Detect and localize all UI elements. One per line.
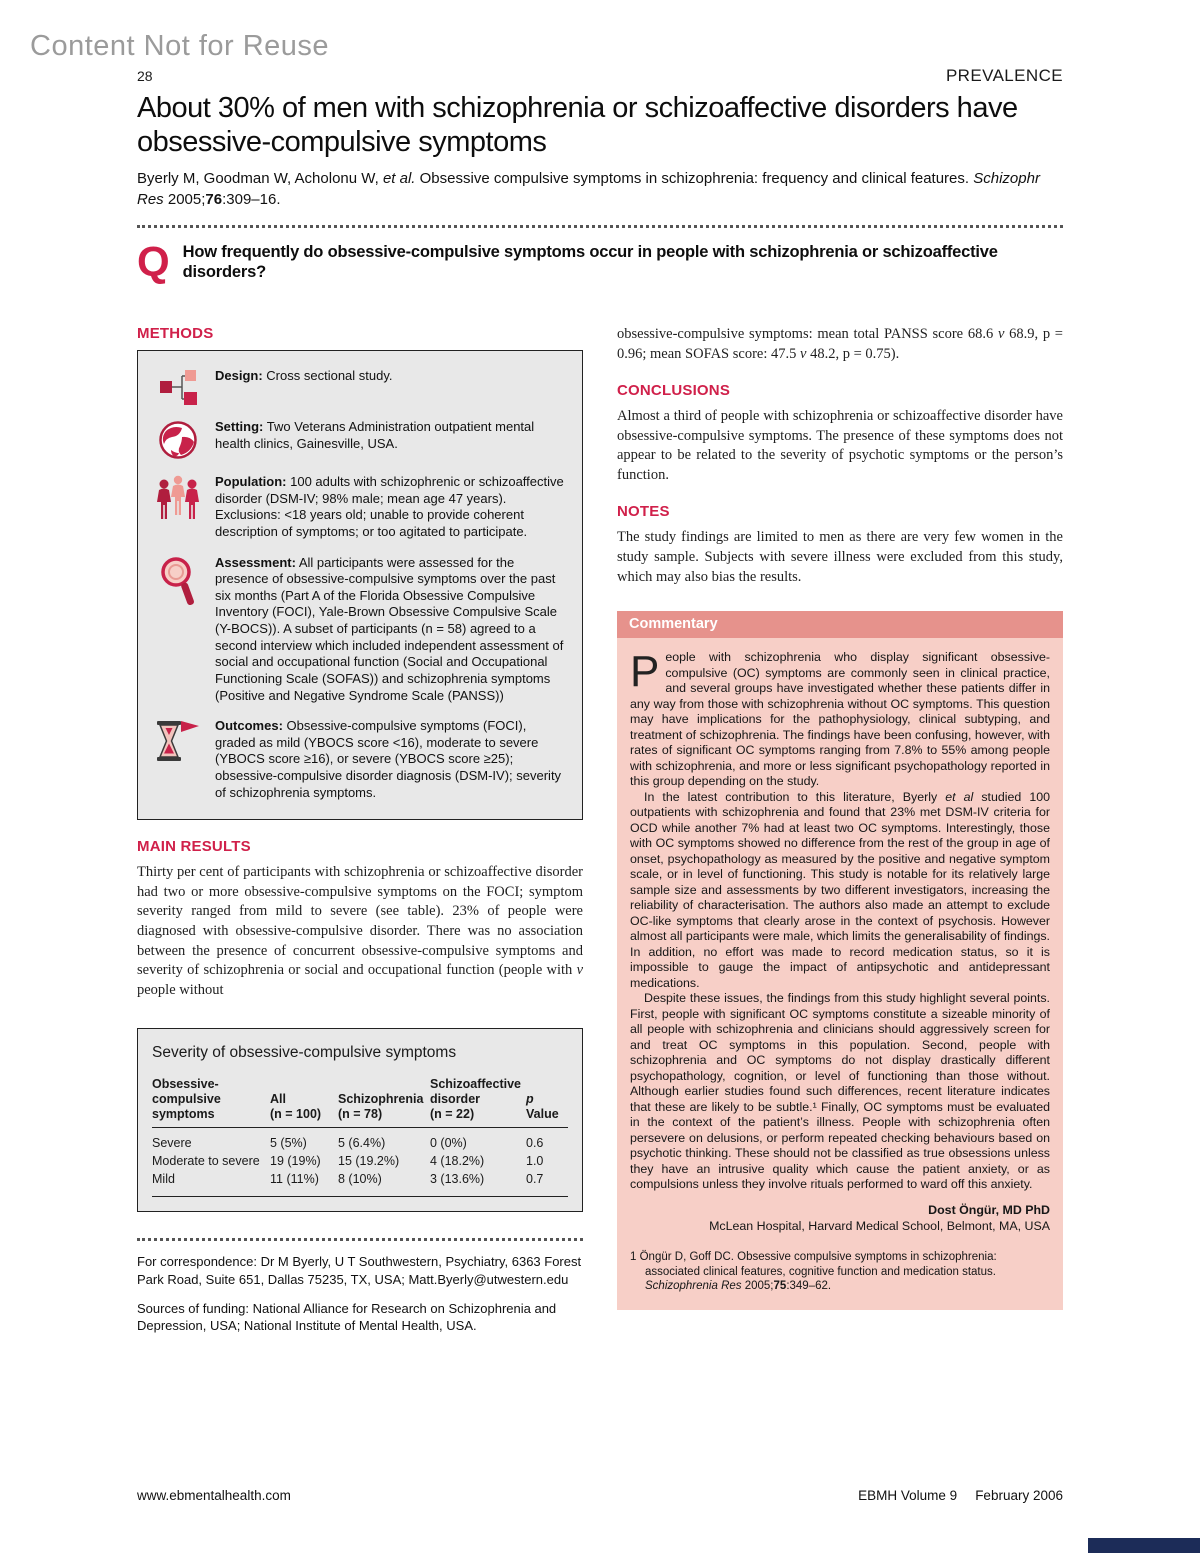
section-label: PREVALENCE xyxy=(945,66,1063,85)
notes-heading: NOTES xyxy=(617,503,670,521)
page-footer xyxy=(137,1488,1063,1503)
method-item-design xyxy=(151,368,567,405)
two-column-layout xyxy=(137,325,1063,1335)
method-item-assessment xyxy=(151,555,567,705)
article-title: About 30% of men with schizophrenia or schizoaffective disorders have obsessive-compulsive symptoms xyxy=(137,92,1018,158)
page-number: 28 xyxy=(137,68,153,84)
drop-cap: P xyxy=(630,647,660,697)
table-cell: 8 (10%) xyxy=(338,1172,382,1187)
table-cell: 15 (19.2%) xyxy=(338,1154,400,1169)
table-row xyxy=(152,1170,568,1197)
table-cell: 0.6 xyxy=(526,1136,544,1151)
magnifier-icon xyxy=(151,555,205,705)
table-cell: 5 (6.4%) xyxy=(338,1136,386,1151)
column-header: Schizoaffective disorder (n = 22) xyxy=(430,1077,526,1128)
table-cell: 3 (13.6%) xyxy=(430,1172,485,1187)
methods-heading: METHODS xyxy=(137,325,214,342)
table-title: Severity of obsessive-compulsive symptoms xyxy=(152,1044,457,1062)
continuation-text: obsessive-compulsive symptoms: mean total PANSS score 68.6 v 68.9, p = 0.96; mean SOFAS score: 47.5 v 48.2, p = 0.75). xyxy=(617,326,1063,362)
question-text: How frequently do obsessive-compulsive symptoms occur in people with schizophrenia or schizoaffective disorders? xyxy=(182,242,998,282)
citation-year: 2005; xyxy=(163,190,206,208)
method-text: Design: Cross sectional study. xyxy=(215,368,393,383)
column-header: Obsessive- compulsive symptoms xyxy=(152,1077,270,1128)
method-item-population xyxy=(151,474,567,541)
correspondence-text: For correspondence: Dr M Byerly, U T Southwestern, Psychiatry, 6363 Forest Park Road, Suite 651, Dallas 75235, TX, USA; Matt.Byerly@utwestern.edu xyxy=(137,1254,582,1287)
table-cell: 5 (5%) xyxy=(270,1136,307,1151)
method-label: Assessment: xyxy=(215,554,296,570)
watermark: Content Not for Reuse xyxy=(30,30,330,62)
people-icon xyxy=(151,474,205,541)
citation-journal: Schizophr Res xyxy=(137,170,1040,208)
notes-text: The study findings are limited to men as there are very few women in the study sample. Subjects with severe illness were excluded from this study, which may also bias the results. xyxy=(617,529,1063,585)
results-table xyxy=(152,1077,568,1197)
citation-pages: :309–16. xyxy=(222,190,281,208)
method-text: Setting: Two Veterans Administration outpatient mental health clinics, Gainesville, USA. xyxy=(215,419,535,451)
dotted-separator xyxy=(137,1238,583,1241)
commentary-paragraph: In the latest contribution to this literature, Byerly et al studied 100 outpatients with schizophrenia and found that 23% met DSM-IV criteria for OCD while another 7% had at least two OC symptoms. Interestingly, those with OC symptoms showed no difference from the rest of the group in age of onset, psychopathology as measured by the positive and negative symptom scale, or in level of functioning. This study is notable for its relatively large sample size and assessments by two different investigators, increasing the reliability of characterisation. The authors also made an attempt to exclude OC-like symptoms that clearly arose in the context of psychosis. However almost all participants were male, which limits the generalisability of findings. In addition, no effort was made to record medication status, so it is impossible to gauge the impact of antipsychotic and antidepressant medications. xyxy=(630,789,1051,990)
method-label: Design: xyxy=(215,368,263,383)
page-content xyxy=(137,66,1063,1335)
method-label: Setting: xyxy=(215,419,264,434)
globe-icon xyxy=(151,419,205,460)
table-cell: 11 (11%) xyxy=(270,1172,319,1187)
table-cell: 4 (18.2%) xyxy=(430,1154,485,1169)
commentary-header: Commentary xyxy=(617,611,1063,638)
page-header xyxy=(137,66,1063,86)
citation-etal: et al. xyxy=(382,170,416,188)
flowchart-icon xyxy=(151,368,205,405)
footer-issue: EBMH Volume 9 February 2006 xyxy=(858,1488,1063,1503)
conclusions-text: Almost a third of people with schizophrenia or schizoaffective disorder have obsessive-compulsive symptoms. The presence of these symptoms does not appear to be related to the severity of psychotic symptoms or the person’s function. xyxy=(617,408,1063,483)
table-cell: Mild xyxy=(152,1172,175,1187)
table-row xyxy=(152,1152,568,1170)
left-column xyxy=(137,325,583,1335)
citation-authors: Byerly M, Goodman W, Acholonu W, xyxy=(137,170,383,188)
conclusions-heading: CONCLUSIONS xyxy=(617,382,731,400)
page-corner-bar xyxy=(1088,1538,1200,1553)
table-cell: 19 (19%) xyxy=(270,1154,321,1169)
commentary-body xyxy=(617,638,1063,1310)
table-cell: Severe xyxy=(152,1136,192,1151)
commentary-affiliation: McLean Hospital, Harvard Medical School, Belmont, MA, USA xyxy=(709,1219,1050,1234)
commentary-box xyxy=(617,611,1063,1310)
method-text: Outcomes: Obsessive-compulsive symptoms (FOCI), graded as mild (YBOCS score <16), moderate to severe (YBOCS score ≥16), or severe (YBOCS score ≥25); obsessive-compulsive disorder diagnosis (DSM-IV); severity of schizophrenia symptoms. xyxy=(215,718,562,800)
column-header: All (n = 100) xyxy=(270,1077,338,1128)
table-cell: 0 (0%) xyxy=(430,1136,467,1151)
method-item-setting xyxy=(151,419,567,460)
dotted-separator xyxy=(137,225,1063,228)
method-label: Population: xyxy=(215,474,287,489)
methods-box xyxy=(137,350,583,820)
method-text: Assessment: All participants were assessed for the presence of obsessive-compulsive symptoms over the past six months (Part A of the Florida Obsessive Compulsive Inventory (FOCI), Yale-Brown Obsessive Compulsive Scale (Y-BOCS)). A subset of participants (n = 58) agreed to a second interview which included independent assessment of social and occupational function (Social and Occupational Functioning Scale (SOFAS)) and schizophrenia symptoms (Positive and Negative Syndrome Scale (PANSS)) xyxy=(215,554,564,703)
right-column xyxy=(617,325,1063,1335)
table-row xyxy=(152,1128,568,1153)
footer-url: www.ebmentalhealth.com xyxy=(137,1488,291,1503)
table-header-row xyxy=(152,1077,568,1128)
method-label: Outcomes: xyxy=(215,718,283,734)
question-icon: Q xyxy=(137,238,170,286)
results-table-box xyxy=(137,1028,583,1212)
main-results-text: Thirty per cent of participants with schizophrenia or schizoaffective disorder had two or more obsessive-compulsive symptoms on the FOCI; symptom severity ranged from mild to severe (see table). 23% of people were diagnosed with obsessive-compulsive disorder. There was no association between the presence of concurrent obsessive-compulsive symptoms and severity of schizophrenia or social and occupational function (people with v people without xyxy=(137,864,583,998)
citation xyxy=(137,169,1063,210)
main-results-heading: MAIN RESULTS xyxy=(137,838,251,856)
table-cell: Moderate to severe xyxy=(152,1154,260,1169)
column-header: p Value xyxy=(526,1077,568,1128)
funding-text: Sources of funding: National Alliance for Research on Schizophrenia and Depression, USA; National Institute of Mental Health, USA. xyxy=(137,1301,557,1334)
table-cell: 0.7 xyxy=(526,1172,544,1187)
commentary-reference: 1 Öngür D, Goff DC. Obsessive compulsive symptoms in schizophrenia: associated clinical features, cognitive function and medication status. Schizophrenia Res 2005;75:349–62. xyxy=(630,1250,997,1293)
table-cell: 1.0 xyxy=(526,1154,544,1169)
method-text: Population: 100 adults with schizophrenic or schizoaffective disorder (DSM-IV; 98% male; mean age 47 years). Exclusions: <18 years old; unable to provide coherent description of symptoms; or too agitated to participate. xyxy=(215,474,564,539)
commentary-paragraph: People with schizophrenia who display significant obsessive-compulsive (OC) symptoms are commonly seen in clinical practice, and several groups have investigated whether these patients differ in any way from those with schizophrenia without OC symptoms. This question may have implications for the pathophysiology, clinical subtyping, and treatment of schizophrenia. The findings have been confusing, however, with rates of significant OC symptoms ranging from 7.8% to 55% among people with schizophrenia, and more or less significant psychopathology reported in this group depending on the study. xyxy=(630,647,1050,789)
hourglass-icon xyxy=(151,718,205,801)
citation-title: Obsessive compulsive symptoms in schizophrenia: frequency and clinical features. xyxy=(415,170,974,188)
commentary-paragraph: Despite these issues, the findings from this study highlight several points. First, people with significant OC symptoms constitute a sizeable minority of all people with schizophrenia and clinicians should aggressively screen for and treat OC symptoms in this population. Second, people with schizophrenia and OC symptoms do not display drastically different psychopathology, cognition, or level of functioning than those without. Although earlier studies found such differences, recent literature indicates that these are likely to be subtle.¹ Finally, OC symptoms must be evaluated in the context of the patient’s illness. People with schizophrenia often persevere on delusions, or perform repeated checking behaviours based on psychotic thinking. These should not be classified as true obsessions unless they have an intrusive quality which cause the patient anxiety, or as compulsions unless they involve rituals performed to ward off this anxiety. xyxy=(630,991,1050,1192)
question-row xyxy=(137,238,1063,286)
method-item-outcomes xyxy=(151,718,567,801)
citation-volume: 76 xyxy=(205,190,223,208)
column-header: Schizophrenia (n = 78) xyxy=(338,1077,430,1128)
commentary-signature: Dost Öngür, MD PhD xyxy=(928,1202,1050,1217)
